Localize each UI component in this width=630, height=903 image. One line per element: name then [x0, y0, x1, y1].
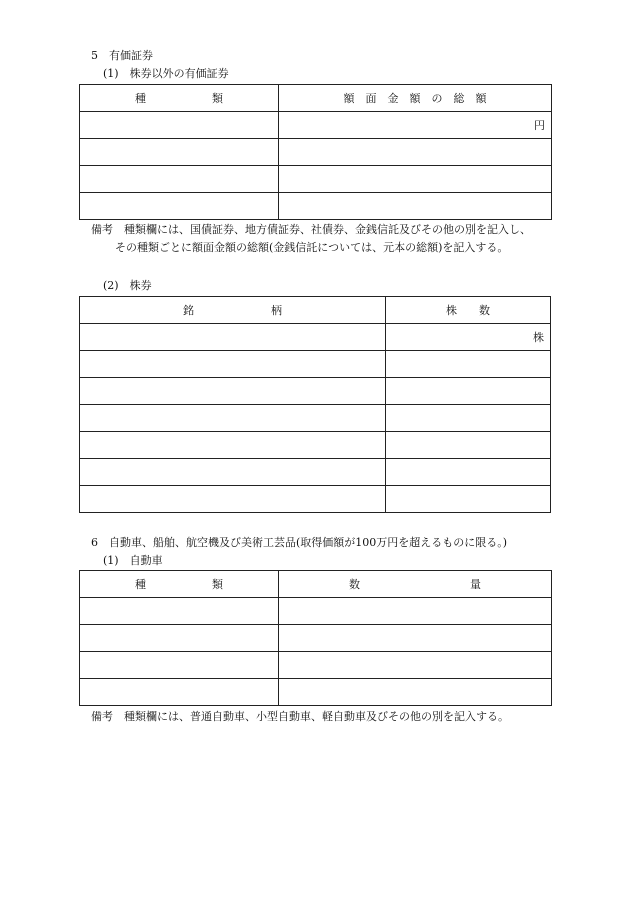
- table-cell[interactable]: [386, 378, 551, 405]
- header-kind: 種 類: [80, 571, 279, 598]
- table-cell[interactable]: [80, 405, 386, 432]
- table-cell[interactable]: [279, 598, 552, 625]
- unit-yen: 円: [279, 112, 552, 139]
- table-cell[interactable]: [80, 166, 279, 193]
- header-kind: 種 類: [80, 85, 279, 112]
- table-cell[interactable]: [279, 139, 552, 166]
- table-cell[interactable]: [80, 112, 279, 139]
- table-cell[interactable]: [279, 652, 552, 679]
- table-cell[interactable]: [386, 459, 551, 486]
- section-6-title: 6 自動車、船舶、航空機及び美術工芸品(取得価額が100万円を超えるものに限る。): [91, 536, 508, 549]
- note-vehicles: 備考 種類欄には、普通自動車、小型自動車、軽自動車及びその他の別を記入する。: [91, 710, 509, 723]
- table-cell[interactable]: [386, 405, 551, 432]
- table-cell[interactable]: [80, 351, 386, 378]
- table-cell[interactable]: [80, 432, 386, 459]
- unit-shares: 株: [386, 324, 551, 351]
- header-quantity: 数 量: [279, 571, 552, 598]
- table-cell[interactable]: [386, 432, 551, 459]
- table-cell[interactable]: [279, 625, 552, 652]
- table-cell[interactable]: [279, 166, 552, 193]
- table-cell[interactable]: [279, 193, 552, 220]
- table-cell[interactable]: [386, 351, 551, 378]
- table-cell[interactable]: [80, 486, 386, 513]
- table-cell[interactable]: [80, 459, 386, 486]
- table-cell[interactable]: [80, 378, 386, 405]
- table-cell[interactable]: [80, 139, 279, 166]
- section-5-1-title: (1) 株券以外の有価証券: [103, 67, 229, 80]
- securities-table: [79, 84, 552, 220]
- table-cell[interactable]: [386, 486, 551, 513]
- section-6-1-title: (1) 自動車: [103, 554, 163, 567]
- header-brand: 銘 柄: [80, 297, 386, 324]
- stocks-table: [79, 296, 551, 513]
- header-face-value-total: 額 面 金 額 の 総 額: [279, 85, 552, 112]
- table-cell[interactable]: [80, 625, 279, 652]
- header-share-count: 株 数: [386, 297, 551, 324]
- section-5-2-title: (2) 株券: [103, 279, 152, 292]
- table-cell[interactable]: [80, 679, 279, 706]
- section-5-title: 5 有価証券: [91, 49, 153, 62]
- vehicles-table: [79, 570, 552, 706]
- table-cell[interactable]: [80, 324, 386, 351]
- table-cell[interactable]: [279, 679, 552, 706]
- note-securities-line2: その種類ごとに額面金額の総額(金銭信託については、元本の総額)を記入する。: [115, 241, 509, 254]
- table-cell[interactable]: [80, 652, 279, 679]
- table-cell[interactable]: [80, 193, 279, 220]
- note-securities-line1: 備考 種類欄には、国債証券、地方債証券、社債券、金銭信託及びその他の別を記入し、: [91, 223, 531, 236]
- table-cell[interactable]: [80, 598, 279, 625]
